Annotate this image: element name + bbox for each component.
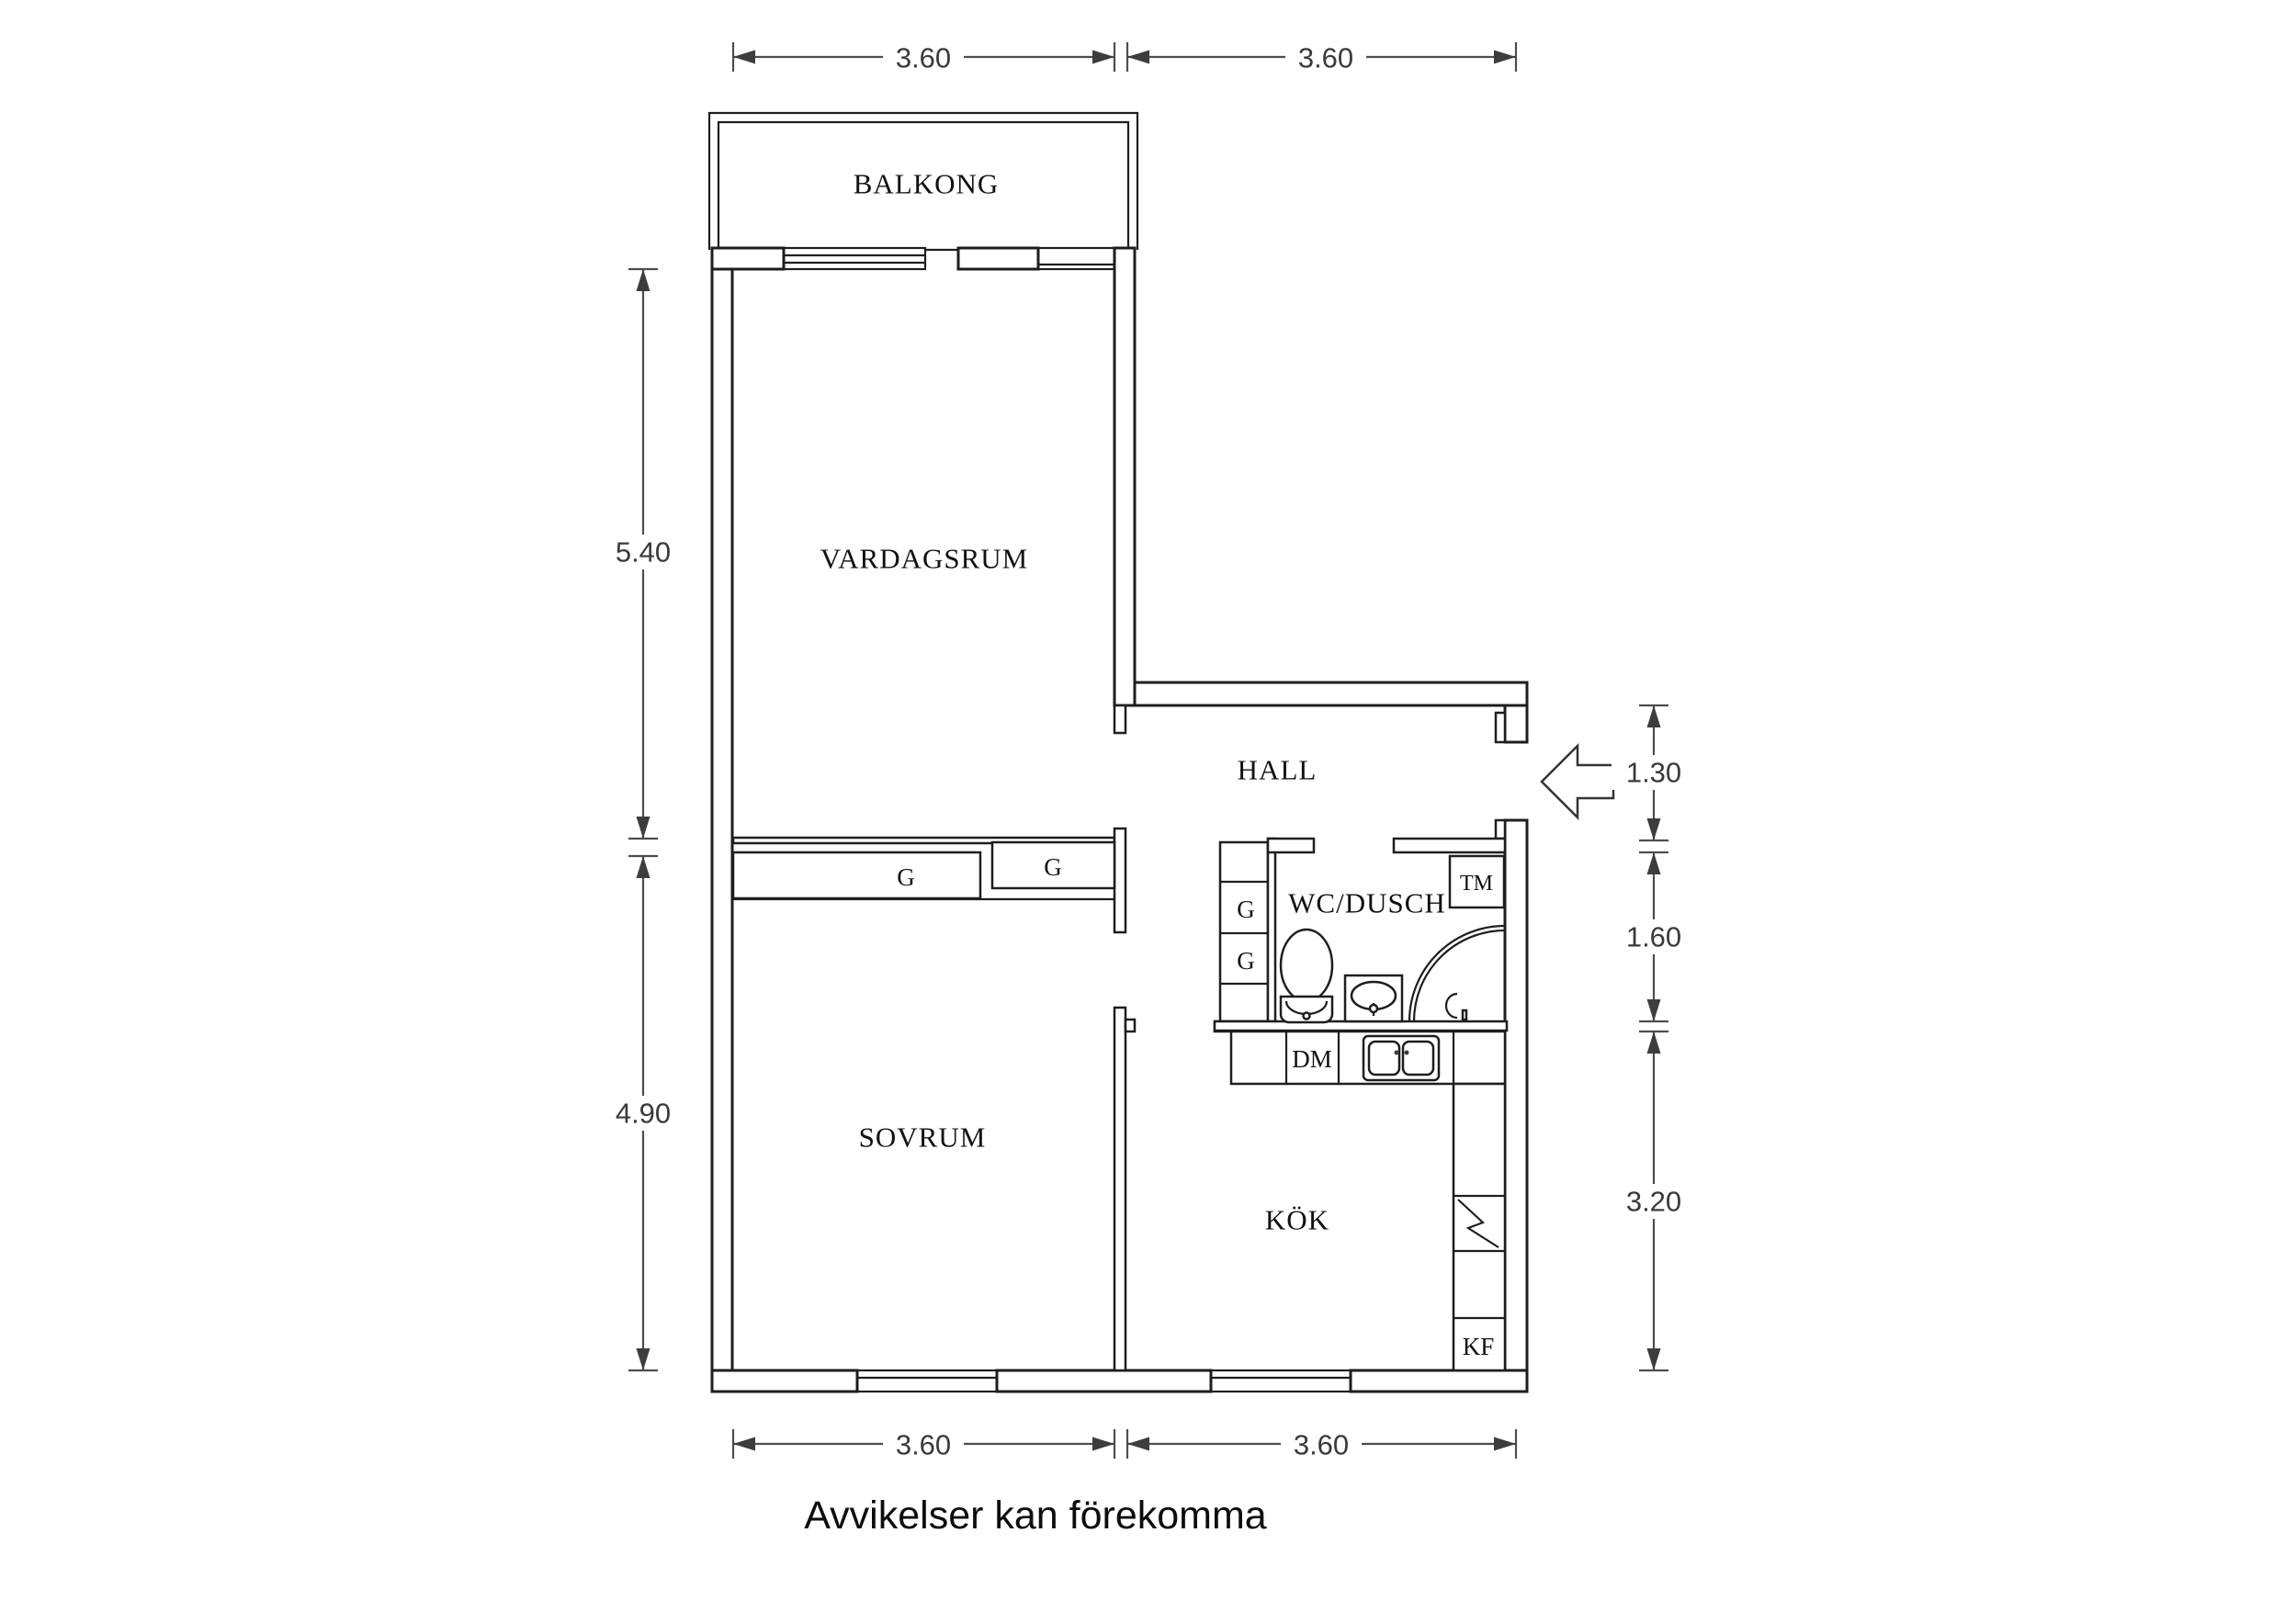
dimension-value: 3.60 (1297, 41, 1354, 74)
right-exterior-wall (1505, 705, 1527, 742)
hall-closet-column (1220, 842, 1268, 1021)
left-exterior-wall (712, 248, 732, 1392)
hall-top-wall (1135, 682, 1527, 705)
entrance-jamb (1496, 713, 1505, 742)
wardrobe-label: G (1237, 947, 1255, 975)
wc-left-wall (1268, 839, 1275, 1021)
wc-top-wall (1268, 839, 1314, 852)
wall-stub (1114, 705, 1125, 733)
top-wall-segment (712, 248, 784, 269)
dimension-top-left (733, 40, 1114, 74)
dimension-value: 3.60 (1293, 1428, 1350, 1461)
dimension-top-right (1127, 40, 1516, 74)
kitchen-tall-cabinets (1453, 1084, 1505, 1370)
wardrobe-label: G (897, 863, 915, 891)
kitchen-window (1211, 1370, 1351, 1392)
shower-screen-icon (1409, 926, 1505, 1021)
living-room-window-right (1038, 248, 1114, 269)
kitchen-label: KÖK (1264, 1203, 1330, 1236)
bedroom-door-stub (1114, 828, 1125, 932)
wardrobe-label: G (1044, 853, 1062, 881)
dimension-right-kitchen (1612, 1031, 1696, 1370)
kitchen-fixtures (1231, 1031, 1505, 1370)
kitchen-sink-icon (1363, 1036, 1439, 1080)
dimension-value: 1.60 (1625, 920, 1682, 953)
toilet-icon (1281, 930, 1332, 1022)
balcony (709, 113, 1137, 250)
bedroom-wardrobe (733, 852, 980, 898)
bottom-wall-segment (712, 1370, 857, 1392)
dimension-left-lower (601, 856, 685, 1370)
dimension-value: 3.60 (895, 41, 952, 74)
living-room-label: VARDAGSRUM (820, 542, 1029, 575)
dimension-value: 3.60 (895, 1428, 952, 1461)
top-wall-segment (958, 248, 1038, 269)
dimension-right-wc (1612, 852, 1696, 1021)
bedroom-label: SOVRUM (858, 1121, 987, 1154)
dimension-value: 3.20 (1625, 1185, 1682, 1218)
bottom-wall-segment (997, 1370, 1211, 1392)
bedroom-kitchen-divider (1114, 1008, 1125, 1370)
right-exterior-wall (1505, 820, 1527, 1392)
dishwasher-label: DM (1292, 1045, 1332, 1073)
wardrobe-label: G (1237, 896, 1255, 923)
living-room-right-wall (1114, 248, 1135, 705)
door-jamb (1125, 1020, 1135, 1031)
entrance-jamb (1496, 820, 1505, 839)
bedroom-window (857, 1370, 997, 1392)
wc-bottom-wall (1215, 1021, 1507, 1031)
dimension-value: 4.90 (615, 1097, 672, 1130)
wc-top-wall (1394, 839, 1505, 852)
dimension-right-hall (1612, 705, 1696, 840)
dimension-value: 1.30 (1625, 756, 1682, 789)
disclaimer-text: Avvikelser kan förekomma (804, 1493, 1267, 1538)
dimension-bottom-left (733, 1427, 1114, 1461)
dimension-bottom-right (1127, 1427, 1516, 1461)
bottom-wall-segment (1351, 1370, 1527, 1392)
dimension-value: 5.40 (615, 535, 672, 569)
fridge-freezer-label: KF (1462, 1333, 1495, 1360)
living-room-window (784, 248, 925, 269)
wc-fixtures (1281, 856, 1505, 1022)
dimension-left-upper (601, 269, 685, 839)
washing-machine-label: TM (1460, 872, 1493, 896)
wc-label: WC/DUSCH (1288, 886, 1446, 919)
washbasin-icon (1345, 975, 1402, 1021)
shower-mixer-icon (1446, 994, 1466, 1020)
entrance-arrow-icon (1542, 746, 1613, 817)
wardrobes (733, 842, 1255, 975)
hall-label: HALL (1237, 753, 1318, 786)
balcony-label: BALKONG (853, 167, 1000, 200)
